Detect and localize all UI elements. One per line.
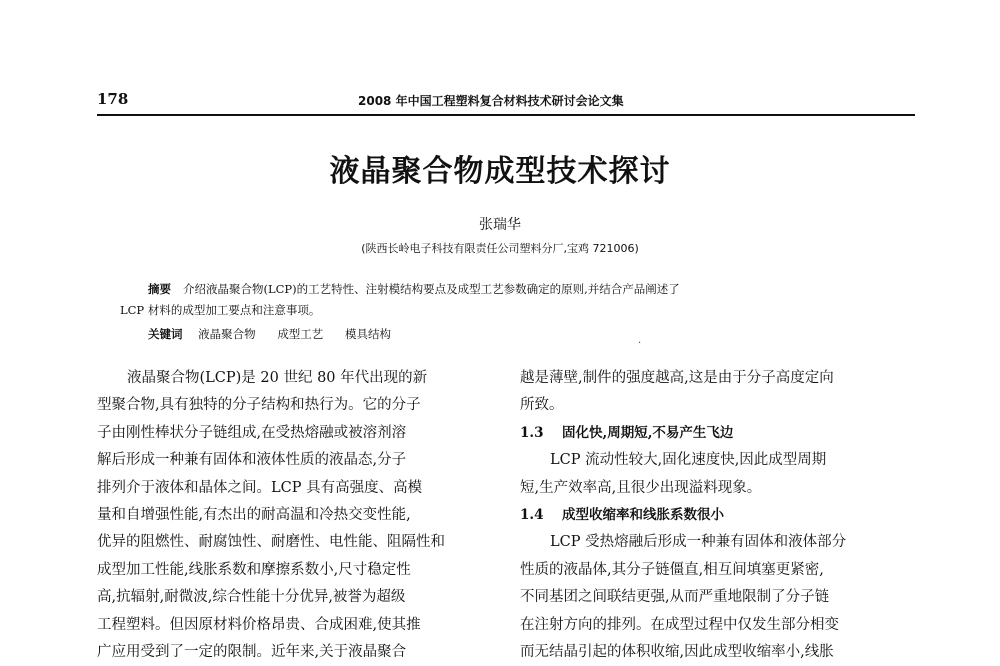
body-line: 子由刚性棒状分子链组成,在受热熔融或被溶剂溶 [97, 424, 407, 441]
section-title: 固化快,周期短,不易产生飞边 [562, 424, 734, 441]
author-affiliation: (陕西长岭电子科技有限责任公司塑料分厂,宝鸡 721006) [361, 242, 639, 255]
body-line: 优异的阻燃性、耐腐蚀性、耐磨性、电性能、阻隔性和 [97, 534, 445, 551]
author-name: 张瑞华 [479, 217, 521, 233]
body-line: LCP 流动性较大,固化速度快,因此成型周期 [550, 452, 827, 469]
body-line: 量和自增强性能,有杰出的耐高温和冷热交变性能, [97, 507, 411, 524]
abstract [120, 279, 900, 321]
body-line: 性质的液晶体,其分子链僵直,相互间填塞更紧密, [520, 561, 824, 578]
body-line: 型聚合物,具有独特的分子结构和热行为。它的分子 [97, 397, 421, 414]
body-right-column [520, 365, 915, 666]
body-line: 越是薄壁,制件的强度越高,这是由于分子高度定向 [520, 370, 834, 386]
body-line: 解后形成一种兼有固体和液体性质的液晶态,分子 [97, 452, 407, 469]
body-line: LCP 受热熔融后形成一种兼有固体和液体部分 [550, 534, 847, 551]
body-line: 不同基团之间联结更强,从而严重地限制了分子链 [520, 589, 830, 606]
body-line: 所致。 [520, 397, 564, 414]
section-number: 1.3 [520, 424, 544, 441]
section-number: 1.4 [520, 507, 544, 524]
header-rule [97, 114, 915, 116]
body-line: 而无结晶引起的体积收缩,因此成型收缩率小,线胀 [520, 644, 834, 661]
keywords-label: 关键词 [148, 327, 183, 341]
section-heading-1-4 [520, 502, 915, 529]
body-line: 短,生产效率高,且很少出现溢料现象。 [520, 479, 762, 496]
section-title: 成型收缩率和线胀系数很小 [562, 507, 724, 524]
body-line: 工程塑料。但因原材料价格昂贵、合成困难,使其推 [97, 616, 421, 633]
section-heading-1-3 [520, 420, 915, 447]
body-line: 高,抗辐射,耐微波,综合性能十分优异,被誉为超级 [97, 589, 406, 606]
keyword-item: 液晶聚合物 [198, 327, 256, 341]
paper-title: 液晶聚合物成型技术探讨 [329, 154, 671, 189]
keyword-item: 模具结构 [344, 327, 391, 341]
abstract-text-1: 介绍液晶聚合物(LCP)的工艺特性、注射模结构要点及成型工艺参数确定的原则,并结合产品阐述了 [183, 282, 680, 296]
keyword-item: 成型工艺 [277, 327, 324, 341]
body-line: 在注射方向的排列。在成型过程中仅发生部分相变 [520, 616, 839, 633]
abstract-text-2: LCP 材料的成型加工要点和注意事项。 [120, 303, 321, 317]
body-left-column [97, 365, 492, 666]
keywords [148, 326, 409, 342]
body-line: 成型加工性能,线胀系数和摩擦系数小,尺寸稳定性 [97, 561, 411, 578]
body-line: 广应用受到了一定的限制。近年来,关于液晶聚合 [97, 644, 407, 661]
abstract-label: 摘要 [148, 282, 171, 296]
body-line: 排列介于液体和晶体之间。LCP 具有高强度、高模 [97, 479, 423, 496]
page-number: 178 [97, 90, 129, 108]
scan-dot: · [638, 338, 642, 349]
running-header: 2008 年中国工程塑料复合材料技术研讨会论文集 [358, 94, 624, 108]
abstract-first-line [120, 279, 900, 300]
body-line: 液晶聚合物(LCP)是 20 世纪 80 年代出现的新 [127, 370, 428, 386]
